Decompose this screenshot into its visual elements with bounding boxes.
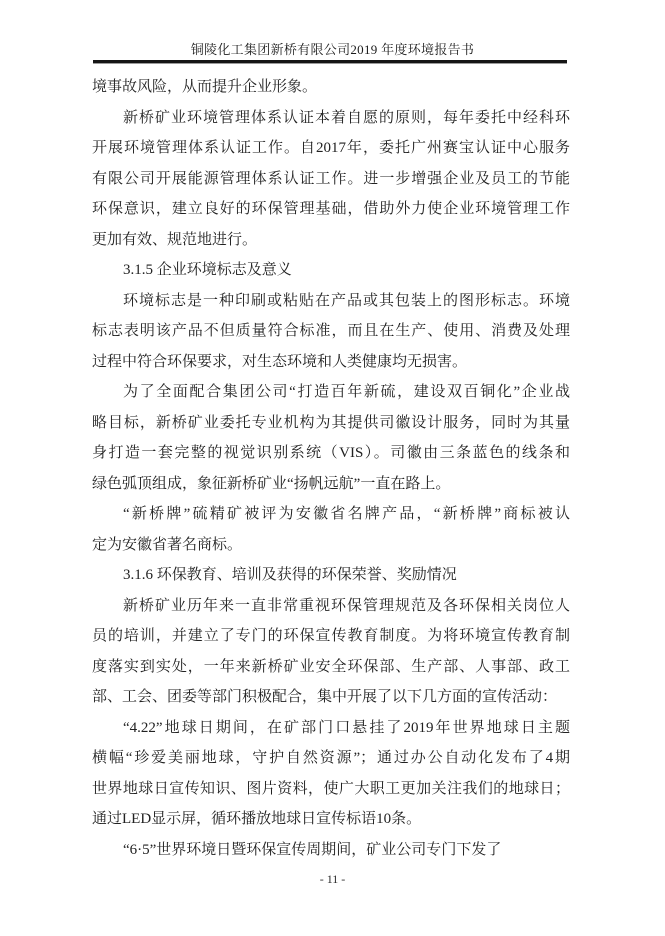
- body-text-line: 开展环境管理体系认证工作。自2017年，委托广州赛宝认证中心服务: [92, 140, 570, 156]
- body-text-line: 身打造一套完整的视觉识别系统（VIS）。司徽由三条蓝色的线条和: [92, 445, 570, 461]
- body-text-line: “6·5”世界环境日暨环保宣传周期间，矿业公司专门下发了: [123, 841, 502, 858]
- section-heading-line: 3.1.6 环保教育、培训及获得的环保荣誉、奖励情况: [123, 567, 457, 583]
- body-text-line: 横幅“珍爱美丽地球，守护自然资源”；通过办公自动化发布了4期: [92, 750, 570, 766]
- body-text-line: “新桥牌”硫精矿被评为安徽省名牌产品，“新桥牌”商标被认: [123, 506, 570, 522]
- body-text-line: 定为安徽省著名商标。: [92, 536, 243, 553]
- body-text-line: 环保意识，建立良好的环保管理基础，借助外力使企业环境管理工作: [92, 201, 570, 217]
- document-body: [92, 72, 570, 865]
- body-text-line: 世界地球日宣传知识、图片资料，使广大职工更加关注我们的地球日；: [92, 780, 570, 797]
- body-text-line: 新桥矿业历年来一直非常重视环保管理规范及各环保相关岗位人: [123, 597, 570, 614]
- body-text-line: 略目标，新桥矿业委托专业机构为其提供司徽设计服务，同时为其量: [92, 414, 570, 431]
- page-footer: [0, 872, 665, 887]
- body-text-line: 标志表明该产品不但质量符合标准，而且在生产、使用、消费及处理: [92, 323, 570, 339]
- body-text-line: 绿色弧顶组成，象征新桥矿业“扬帆远航”一直在路上。: [92, 475, 451, 492]
- body-text-line: 有限公司开展能源管理体系认证工作。进一步增强企业及员工的节能: [92, 170, 570, 187]
- body-text-line: 部、工会、团委等部门积极配合，集中开展了以下几方面的宣传活动：: [92, 689, 558, 705]
- page-header-title: 铜陵化工集团新桥有限公司2019 年度环境报告书: [190, 42, 475, 57]
- body-text-line: 度落实到实处，一年来新桥矿业安全环保部、生产部、人事部、政工: [92, 658, 570, 675]
- body-text-line: 通过LED显示屏，循环播放地球日宣传标语10条。: [92, 811, 422, 827]
- body-text-line: 新桥矿业环境管理体系认证本着自愿的原则，每年委托中经科环: [123, 109, 570, 126]
- body-text-line: 境事故风险，从而提升企业形象。: [92, 79, 318, 95]
- page-number: - 11 -: [319, 872, 346, 886]
- body-text-line: 过程中符合环保要求，对生态环境和人类健康均无损害。: [92, 353, 468, 370]
- body-text-line: 为了全面配合集团公司“打造百年新硫，建设双百铜化”企业战: [123, 384, 570, 400]
- body-text-line: 环境标志是一种印刷或粘贴在产品或其包装上的图形标志。环境: [123, 292, 570, 309]
- header-rule: [93, 60, 567, 64]
- body-text-line: 员的培训，并建立了专门的环保宣传教育制度。为将环境宣传教育制: [92, 628, 570, 644]
- body-text-line: “4.22”地球日期间，在矿部门口悬挂了2019年世界地球日主题: [123, 719, 570, 736]
- body-text-line: 更加有效、规范地进行。: [92, 231, 258, 248]
- section-heading-line: 3.1.5 企业环境标志及意义: [123, 262, 292, 278]
